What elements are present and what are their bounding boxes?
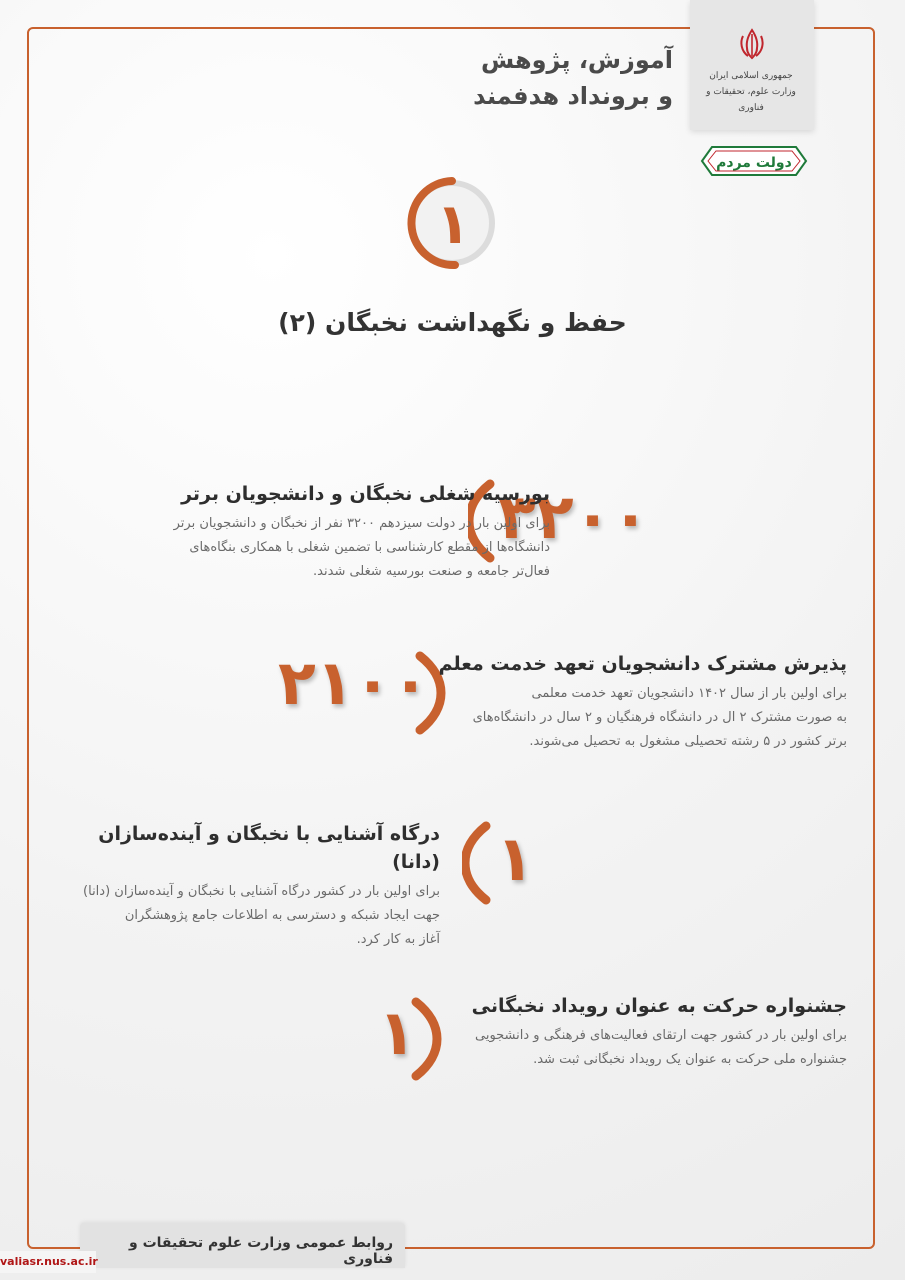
header-title	[473, 42, 673, 114]
ministry-line1: جمهوری اسلامی ایران	[709, 71, 793, 81]
item-line: برای اولین بار در کشور درگاه آشنایی با نخبگان و آینده‌سازان (دانا)	[83, 884, 440, 899]
item-description	[427, 682, 847, 754]
campaign-badge-shape-icon	[698, 143, 810, 179]
item-line: دانشگاه‌ها از مقطع کارشناسی با تضمین شغلی با همکاری بنگاه‌های	[189, 540, 550, 555]
item-line: برای اولین بار در کشور جهت ارتقای فعالیت‌های فرهنگی و دانشجویی	[474, 1028, 847, 1043]
footer-text: روابط عمومی وزارت علوم تحقیقات و فناوری	[129, 1235, 393, 1267]
item-title: بورسیه شغلی نخبگان و دانشجویان برتر	[181, 483, 550, 505]
stat-value: ۳۲۰۰	[498, 480, 650, 553]
item-line: به صورت مشترک ۲ ال در دانشگاه فرهنگیان و ۲ سال در دانشگاه‌های	[472, 710, 847, 725]
footer-credit	[80, 1223, 405, 1268]
item-bourse	[70, 480, 550, 584]
item-line: برای اولین بار در دولت سیزدهم ۳۲۰۰ نفر از نخبگان و دانشجویان برتر	[173, 516, 550, 531]
stat-1-festival	[372, 988, 452, 1092]
stat-value: ۲۱۰۰	[278, 646, 430, 719]
header-title-line1: آموزش، پژوهش	[481, 46, 673, 74]
item-description	[447, 1024, 847, 1072]
item-line: برای اولین بار از سال ۱۴۰۲ دانشجویان تعهد خدمت معلمی	[531, 686, 847, 701]
item-line: آغاز به کار کرد.	[356, 932, 440, 947]
item-line: فعال‌تر جامعه و صنعت بورسیه شغلی شدند.	[313, 564, 550, 579]
ministry-name	[696, 68, 806, 116]
section-number: ۱	[435, 192, 471, 257]
header-title-line2: و برونداد هدفمند	[473, 82, 673, 110]
section-title: حفظ و نگهداشت نخبگان (۲)	[278, 308, 627, 337]
stat-2100	[270, 642, 450, 746]
stat-1-dana	[462, 812, 542, 916]
ministry-logo	[690, 0, 814, 130]
item-dana-portal	[60, 820, 440, 952]
campaign-badge	[698, 143, 810, 179]
section-number-badge	[395, 168, 505, 278]
item-title: جشنواره حرکت به عنوان رویداد نخبگانی	[471, 995, 847, 1017]
iran-emblem-icon	[734, 26, 770, 62]
item-line: جهت ایجاد شبکه و دسترسی به اطلاعات جامع پژوهشگران	[124, 908, 440, 923]
ministry-line2: وزارت علوم، تحقیقات و فناوری	[706, 87, 796, 113]
site-watermark: valiasr.nus.ac.ir	[0, 1251, 96, 1273]
stat-value: ۱	[378, 996, 416, 1069]
stat-value: ۱	[496, 822, 534, 895]
item-description	[60, 880, 440, 952]
item-teacher-admission	[427, 650, 847, 754]
item-harekat-festival	[447, 992, 847, 1072]
item-line: برتر کشور در ۵ رشته تحصیلی مشغول به تحصیل می‌شوند.	[529, 734, 847, 749]
item-title: درگاه آشنایی با نخبگان و آینده‌سازان (دانا)	[98, 823, 440, 873]
item-line: جشنواره ملی حرکت به عنوان یک رویداد نخبگانی ثبت شد.	[533, 1052, 847, 1067]
item-description	[70, 512, 550, 584]
item-title: پذیرش مشترک دانشجویان تعهد خدمت معلم	[438, 653, 847, 675]
campaign-badge-text: دولت مردم	[716, 155, 792, 171]
